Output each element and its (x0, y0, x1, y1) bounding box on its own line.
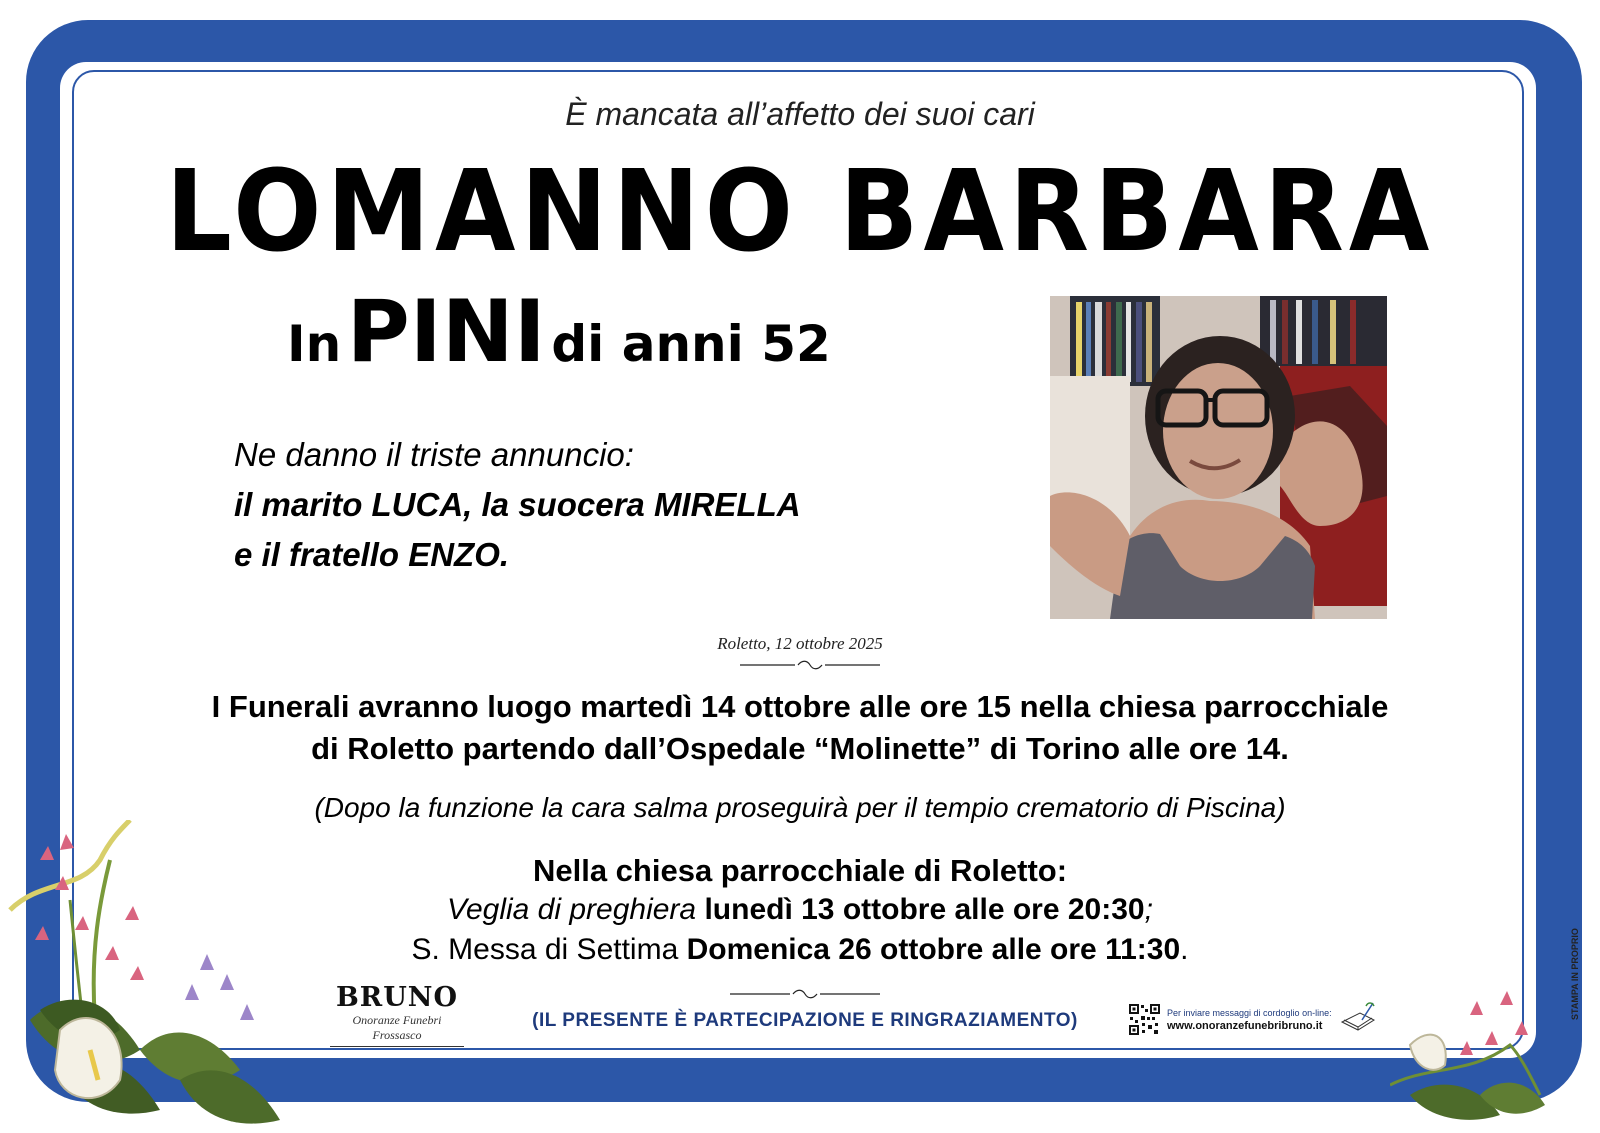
flower-decoration-right (1390, 985, 1550, 1125)
logo-subtitle: Onoranze Funebri Frossasco (330, 1013, 464, 1047)
online-label: Per inviare messaggi di cordoglio on-line: (1167, 1008, 1332, 1018)
qr-code-icon[interactable] (1128, 1003, 1161, 1036)
website-link[interactable]: www.onoranzefunebribruno.it (1167, 1020, 1323, 1032)
flower-decoration-left (0, 820, 300, 1133)
bottom-divider-ornament (730, 988, 880, 1000)
announcement-block (234, 430, 801, 580)
participation-notice: (IL PRESENTE È PARTECIPAZIONE E RINGRAZIAMENTO) (532, 1010, 1078, 1031)
logo-name: BRUNO (335, 982, 458, 1013)
church-heading: Nella chiesa parrocchiale di Roletto: (532, 853, 1068, 888)
vigil-time: lunedì 13 ottobre alle ore 20:30 (704, 893, 1145, 926)
condolence-book-icon (1340, 1000, 1376, 1034)
intro-text: È mancata all’affetto dei suoi cari (565, 96, 1035, 132)
announce-intro: Ne danno il triste annuncio: (234, 436, 634, 473)
cremation-note: (Dopo la funzione la cara salma proseguirà per il tempio crematorio di Piscina) (314, 792, 1286, 823)
funeral-line-1: I Funerali avranno luogo martedì 14 ottobre alle ore 15 nella chiesa parrocchiale (211, 689, 1389, 724)
mass-label: S. Messa di Settima (411, 933, 679, 966)
age-text: di anni 52 (551, 315, 831, 373)
mass-end: . (1180, 933, 1189, 966)
deceased-name: LOMANNO BARBARA (165, 145, 1435, 277)
announce-line-1: il marito LUCA, la suocera MIRELLA (234, 486, 801, 523)
announce-line-2: e il fratello ENZO. (234, 536, 510, 573)
vigil-end: ; (1144, 893, 1153, 926)
funeral-details (0, 686, 1600, 770)
married-name-line (287, 282, 831, 382)
print-note: STAMPA IN PROPRIO (1570, 928, 1580, 1020)
married-name: PINI (346, 282, 546, 382)
place-date: Roletto, 12 ottobre 2025 (717, 634, 883, 653)
vigil-label: Veglia di preghiera (447, 893, 697, 926)
divider-ornament (740, 659, 880, 671)
married-prefix: In (287, 315, 342, 373)
mass-time: Domenica 26 ottobre alle ore 11:30 (686, 933, 1181, 966)
online-condolences (1167, 1008, 1332, 1032)
funeral-line-2: di Roletto partendo dall’Ospedale “Molinette” di Torino alle ore 14. (311, 731, 1289, 766)
portrait-photo (1050, 296, 1387, 619)
funeral-home-logo (330, 982, 464, 1047)
